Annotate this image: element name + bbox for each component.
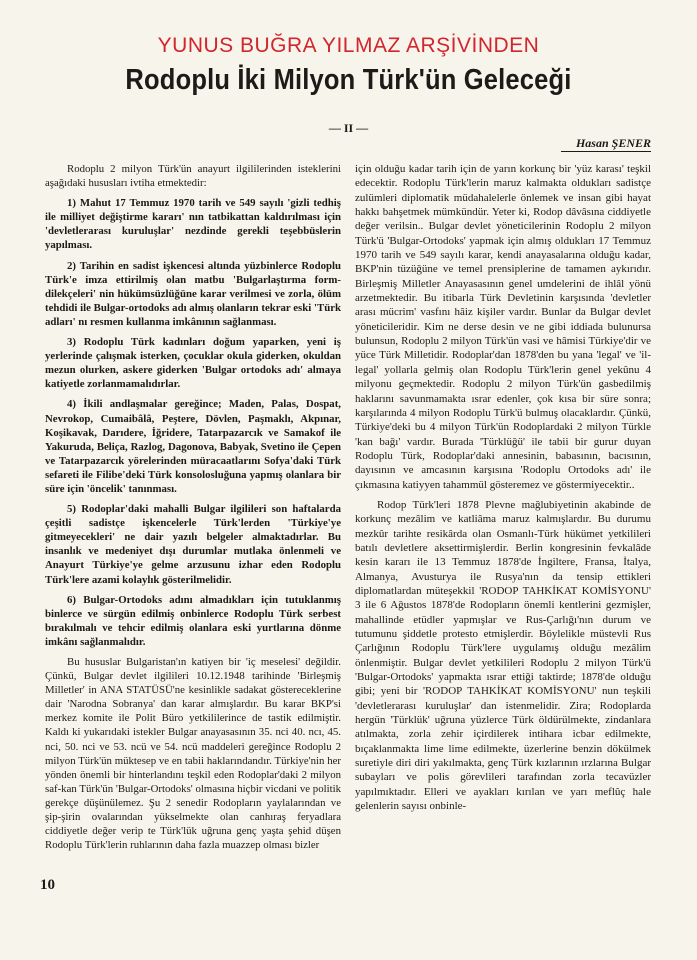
left-column — [45, 162, 341, 852]
demand-3: 3) Rodoplu Türk kadınları doğum yaparken, yeni iş yerlerinde çalışmak isterken, çocuklar okula giderken, okuldan mezun olurken, askere giderken 'Bulgar ortodoks adı' almaya katiyetle zorlanmamalıdırlar. — [45, 336, 341, 391]
left-closing-paragraph: Bu hususlar Bulgaristan'ın katiyen bir 'iç meselesi' değildir. Çünkü, Bulgar devlet ilgilileri 10.12.1948 tarihinde 'Birleşmiş Milletler' in ANA STATÜSÜ'ne kesinlikle sadakat göstereceklerine dair 'Narodna Sobranya' dan karar almışlardır. Bu karar BKP'si merkez komite ile Polit Büro yetkililerince de tastik edilmiştir. Kaldı ki yukarıdaki istekler Bulgar anayasasının 35. nci 40. ncı, 45. nci, 50. nci ve 53. ncü ve 54. ncü maddeleri gereğince Rodoplu 2 milyon Türk'ün müktesep ve en tabii haklarındandır. Türkiye'nin her yönden önemli bir hinterlandını teşkil eden Rodoplar'daki 2 milyon saf-kan Türk'ün 'Bulgar-Ortodoks' olmasına hiçbir vicdani ve politik gerekçe düşünülemez. Şu 2 senedir Rodopların yaylalarından ve şip-şirin ovalarından yükselmekte olan canhıraş feryadlara ciddiyetle değer verip te Türk'lük uğruna genç yaşta şehid düşen Rodoplu Türk'lerin ruhlarının daha fazla muazzep olması bizler — [45, 656, 341, 852]
article-title: Rodoplu İki Milyon Türk'ün Geleceği — [125, 64, 572, 96]
author-name: Hasan ŞENER — [575, 136, 651, 150]
page-number: 10 — [40, 877, 55, 893]
right-column — [355, 162, 651, 813]
demand-2: 2) Tarihin en sadist işkencesi altında yüzbinlerce Rodoplu Türk'e imza ettirilmiş olan matbu 'Bulgarlaştırma form-dilekçeleri' nin hükümsüzlüğüne karar verilmesi ve zorla, ölüm tehdidi ile Bulgar-ortodoks adı almış olanların tekrar eski 'Türk adları' nı resmen kullanma imkânının sağlanması. — [45, 259, 341, 328]
demand-6: 6) Bulgar-Ortodoks adını almadıkları için tutuklanmış binlerce ve sürgün edilmiş onbinlerce Rodoplu Türk serbest bırakılmalı ve tehcir edilmiş olanlara eski yurtlarına dönme imkânı sağlanmalıdır. — [45, 593, 341, 648]
right-paragraph-2: Rodop Türk'leri 1878 Plevne mağlubiyetinin akabinde de korkunç mezâlim ve katliâma maruz kalmışlardır. Bu durumu mezkûr tarihte resikârda olan Osmanlı-Türk hükümet yetkilileri batılı devletlere aksettirmişlerdir. Berlin kongresinin fevkalâde kesin kararı ile 13 Temmuz 1878'de İngiltere, Fransa, İtalya, Almanya, Avusturya ile Rusya'nın da tensip ettikleri diplomatlardan müteşekkil 'RODOP TAHKİKAT KOMİSYONU' 3 ile 6 Ağustos 1878'de Rodopların önemli kentlerini gezmişler, mahallinde etüdler yapmışlar ve Rus-Çarlığı'nın durum ve tutumunu şiddetle protesto etmişlerdir. Böylelikle müstevli Rus Çarlığının Rodoplu Türk'lere uygulamış olduğu mezâlim önlenmiştir. Bulgar devlet yetkilileri Rodoplu 2 milyon Türk'ü 'Bulgar-Ortodoks' yapmakta ısrar ettiği taktirde; 1878'de olduğu gibi; yeni bir 'RODOP TAHKİKAT KOMİSYONU' nun teşkili 'devletlerarası kuruluşlar' dan istenmelidir. Zira; Rodoplarda hergün 'Türklük' uğruna yüzlerce Türk öldürülmekte, zindanlara atılmakta, zorla zehir içirdilerek intihara icbar edilmekte, bıçaklanmakta lime lime edilmekte, üzerlerine benzin dökülmek suretiyle diri diri yakılmakta, genç Türk kızlarının ırzlarına Bulgar subayları ve polis görevlileri tarafından zorla tecavüzler yapılmıktadır. Elleri ve ayakları kırılan ve yarı meflûç hale gelenlerin sayısı onbinle- — [355, 498, 651, 813]
archive-label: YUNUS BUĞRA YILMAZ ARŞİVİNDEN — [157, 34, 540, 57]
page-header — [0, 34, 697, 97]
right-paragraph-1: için olduğu kadar tarih için de yarın korkunç bir 'yüz karası' teşkil edecektir. Rodoplu Türk'lerin maruz kalmakta oldukları sadistçe zulümleri diplomatik müdahalelerle önlemek ve insan gibi hayat hakkı bahşetmek mümkündür. Yeter ki, Rodop dâvâsına ciddiyetle değer verilsin.. Bulgar devlet yöneticilerinin Rodoplu 2 milyon Türk'ü 'Bulgar-Ortodoks' yapmak için almış oldukları 17 Temmuz 1970 tarih ve 549 sayılı karar, kendi anayasalarına olduğu kadar, BKP'nin tüzüğüne ve temel prensiplerine de tamamen aykırıdır. Birleşmiş Milletler Anayasasının genel umdelerini de ihlâl yönü arzetmektedir. Bu itibarla Türk Devletinin karşısında 'devletler arası mücrim' vasfını hâiz kişiler vardır. Bunlar da Bulgar devlet yöneticileridir. Kim ne derse desin ve ne gibi iddiada bulunursa bulunsun, Rodoplu 2 milyon Türk'ün vasi ve hâmisi Türkiye'dir ve yüce Türk Milletidir. Rodoplar'dan 1878'den bu yana 'legal' ve 'il-legal' yollarla gelmiş olan Rodoplu Türk'lerin genel yekûnu 4 milyonu geçmektedir. Rodoplu 2 milyon Türk'ün gasbedilmiş haklarını savunmamakta ısrar edenler, çok kısa bir süre sonra; karşılarında 4 milyon Rodoplu Türk'ü bulmuş olacaklardır. Çünkü, Türkiye'deki bu 4 milyon Türk'ün Rodoplardaki 2 milyon Türkle 'kan bağı' vardır. Burada 'Türklüğü' ile tabii bir gurur duyan Rodoplu Türk, Rodoplar'daki annesinin, babasının, bacısının, dayısının ve amcasının karşısına 'Rodoplu Ortodoks adı' ile çıkmasına katiyyen tahammül gösteremez ve göstermiyecektir.. — [355, 163, 651, 491]
series-marker: — II — — [328, 121, 369, 135]
demand-5: 5) Rodoplar'daki mahalli Bulgar ilgilileri son haftalarda çeşitli sadistçe işkencelerle Türk'lerden 'Türkiye'ye gitmeyecekleri' ne dair yazılı belgeler almaktadırlar. Bu insanlık ve medeniyet dışı durumlar mutlaka önlenmeli ve Anayurt Türkiye'ye gelme arzusunu izhar eden Rodoplu Türk'lere azami kolaylık gösterilmelidir. — [45, 503, 341, 586]
demand-1: 1) Mahut 17 Temmuz 1970 tarih ve 549 sayılı 'gizli tedhiş ile milliyet değiştirme kararı' nın tatbikattan kaldırılması için 'devletlerarası kuruluşlar' nezdinde gerekli teşebbüslerin yapılması. — [45, 197, 341, 252]
author-underline — [561, 151, 651, 152]
left-intro: Rodoplu 2 milyon Türk'ün anayurt ilgililerinden isteklerini aşağıdaki hususları ivtiha etmektedir: — [45, 163, 341, 190]
demand-4: 4) İkili andlaşmalar gereğince; Maden, Palas, Dospat, Nevrokop, Cumaibâlâ, Peştere, Dövlen, Paşmaklı, Akpınar, Koşikavak, Darıdere, İğridere, Tatarpazarcık ve Samakof ile Yakuruda, Beliça, Razlog, Dagonova, Babyak, Svetino ile Çepen ve Tatarpazarcık yörelerinden müracaatlarını Sofya'daki Türk sefareti ile Filibe'deki Türk konsolosluğuna yapmış olanlara bir süre için 'öncelik' tanınması. — [45, 398, 341, 495]
